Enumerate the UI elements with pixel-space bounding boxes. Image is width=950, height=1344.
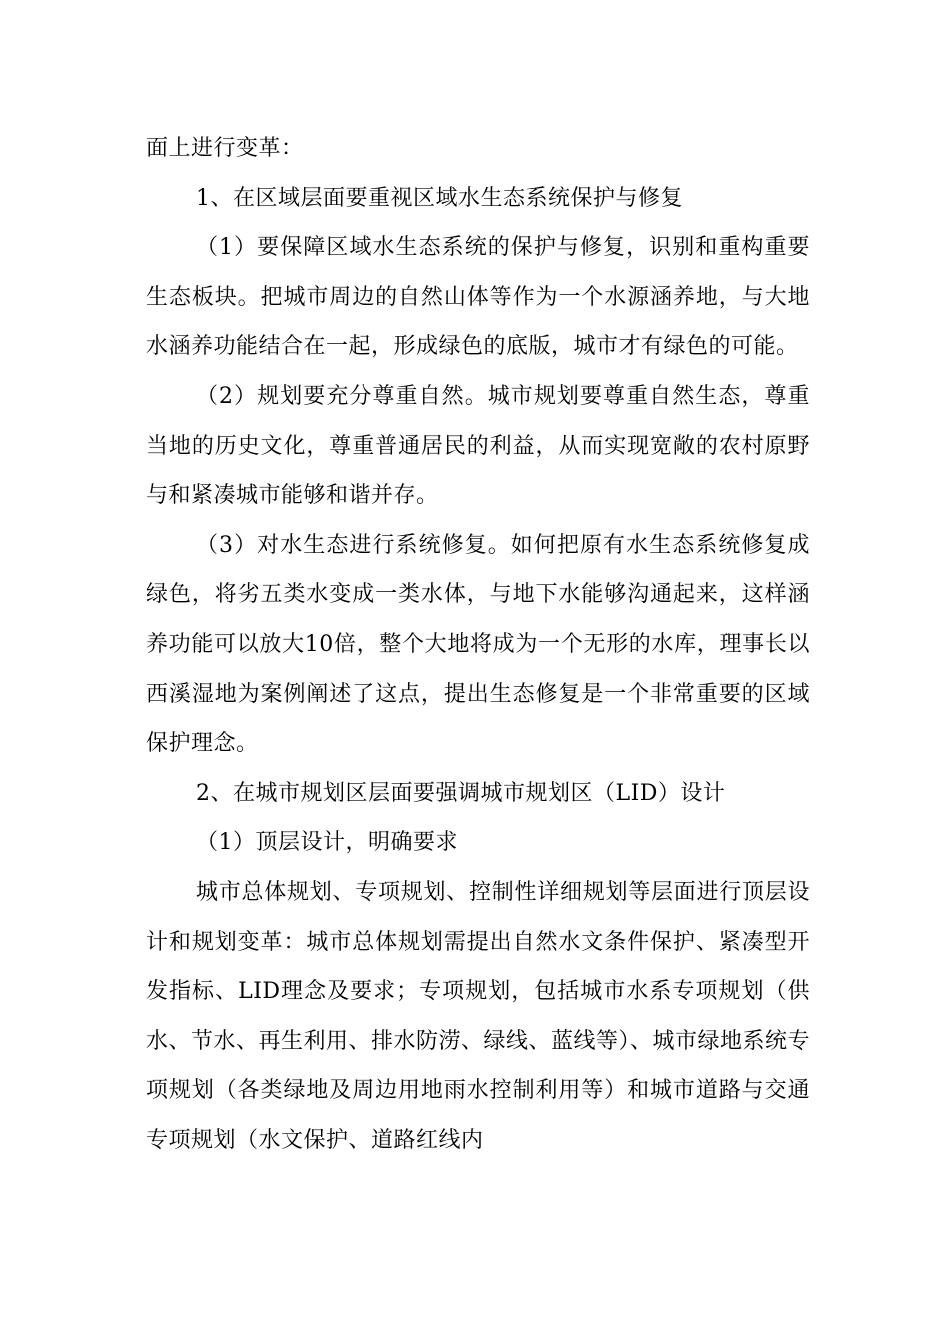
subheading-top-level-design: （1）顶层设计，明确要求 (196, 830, 458, 856)
paragraph-water-ecology-restoration: （3）对水生态进行系统修复。如何把原有水生态系统修复成绿色，将劣五类水变成一类水体，与地下水能够沟通起来，这样涵养功能可以放大10倍，整个大地将成为一个无形的水库，理事长以西溪湿地为案例阐述了这点，提出生态修复是一个非常重要的区域保护理念。 (146, 532, 810, 757)
section-heading-urban-planning-area: 2、在城市规划区层面要强调城市规划区（LID）设计 (196, 780, 726, 806)
paragraph-continuation: 面上进行变革： (146, 136, 304, 161)
section-heading-regional-level: 1、在区域层面要重视区域水生态系统保护与修复 (196, 185, 683, 211)
document-body (146, 124, 810, 1165)
paragraph-ecosystem-protection: （1）要保障区域水生态系统的保护与修复，识别和重构重要生态板块。把城市周边的自然山体等作为一个水源涵养地，与大地水涵养功能结合在一起，形成绿色的底版，城市才有绿色的可能。 (146, 235, 810, 360)
paragraph-respect-nature: （2）规划要充分尊重自然。城市规划要尊重自然生态，尊重当地的历史文化，尊重普通居民的利益，从而实现宽敞的农村原野与和紧凑城市能够和谐并存。 (146, 383, 810, 509)
paragraph-planning-reform: 城市总体规划、专项规划、控制性详细规划等层面进行顶层设计和规划变革：城市总体规划需提出自然水文条件保护、紧凑型开发指标、LID理念及要求；专项规划，包括城市水系专项规划（供水、节水、再生利用、排水防涝、绿线、蓝线等）、城市绿地系统专项规划（各类绿地及周边用地雨水控制利用等）和城市道路与交通专项规划（水文保护、道路红线内 (146, 879, 811, 1153)
